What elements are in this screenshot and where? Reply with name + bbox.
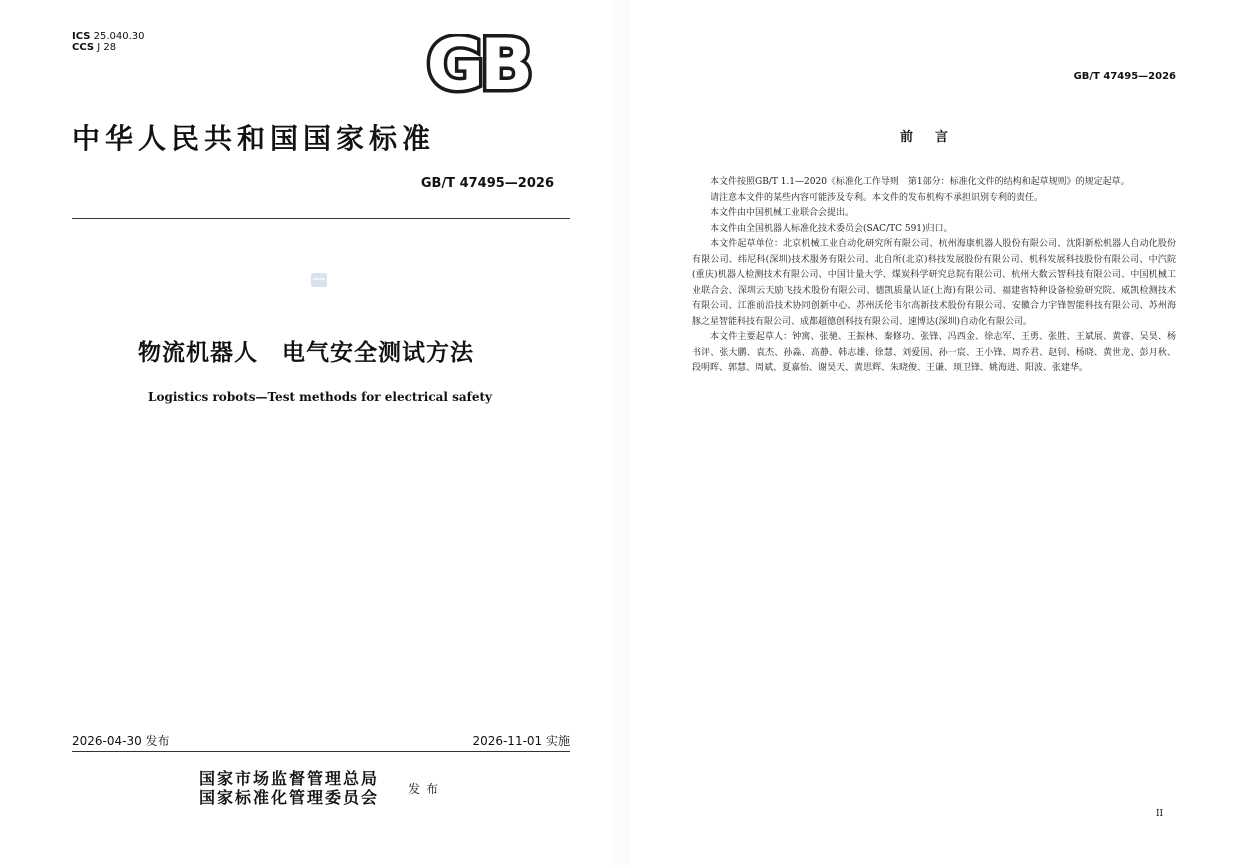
page-gutter	[612, 0, 630, 865]
foreword-body	[692, 175, 1176, 377]
gb-logo-text: GB	[426, 34, 530, 94]
publish-action: 发布	[408, 782, 445, 796]
foreword-paragraph: 本文件主要起草人：钟寓、张驰、王振林、秦修功、张锋、冯西金、徐志军、王勇、张胜、王斌展、黄睿、吴昊、杨书评、张大鹏、袁杰、孙淼、高静、韩志雄、徐慧、刘爱国、孙一宸、王小锋、周乔君、赵钊、杨晓、黄世龙、彭月秋、段明晖、郭慧、周斌、夏嘉怡、谢昊天、黄思辉、朱晓俊、王谦、顼卫锋、姚海进、阳波、张建华。	[692, 332, 1176, 373]
gb-logo-icon	[417, 34, 539, 94]
standard-number: GB/T 47495—2026	[420, 176, 554, 191]
top-divider	[72, 218, 570, 219]
foreword-paragraph: 本文件按照GB/T 1.1—2020《标准化工作导则 第1部分：标准化文件的结构和起草规则》的规定起草。	[710, 177, 1130, 187]
implementation-date: 2026-11-01 实施	[472, 734, 570, 748]
cover-page	[0, 0, 612, 865]
page-number: II	[1156, 809, 1164, 819]
ics-code: 25.040.30	[93, 31, 145, 42]
foreword-paragraph: 请注意本文件的某些内容可能涉及专利。本文件的发布机构不承担识别专利的责任。	[710, 192, 1044, 203]
cover-title: 中华人民共和国国家标准	[72, 122, 436, 155]
standard-name-en: Logistics robots—Test methods for electrical safety	[148, 390, 492, 404]
foreword-paragraph: 本文件起草单位：北京机械工业自动化研究所有限公司、杭州海康机器人股份有限公司、沈阳新松机器人自动化股份有限公司、纬尼科(深圳)技术服务有限公司、北自所(北京)科技发展股份有限公司、机科发展科技股份有限公司、中汽院(重庆)机器人检测技术有限公司、中国计量大学、煤炭科学研究总院有限公司、杭州大数云智科技有限公司、中国机械工业联合会、深圳云天励飞技术股份有限公司、德凯质量认证(上海)有限公司、福建省特种设备检验研究院、威凯检测技术有限公司、江淮前沿技术协同创新中心、苏州沃伦韦尔高新技术股份有限公司、安徽合力宇锋智能科技有限公司、苏州海豚之星智能科技有限公司、成都超德创科技有限公司、速博达(深圳)自动化有限公司。	[692, 239, 1176, 327]
bottom-divider	[72, 751, 570, 752]
foreword-paragraph: 本文件由中国机械工业联合会提出。	[710, 208, 855, 218]
page-header-number: GB/T 47495—2026	[1073, 71, 1176, 82]
watermark-icon	[311, 273, 327, 287]
ccs-label: CCS	[72, 42, 95, 53]
ics-label: ICS	[72, 31, 91, 42]
foreword-title: 前言	[900, 130, 971, 145]
publisher-samr: 国家市场监督管理总局	[199, 769, 380, 788]
ccs-code: J 28	[97, 42, 117, 53]
foreword-page	[630, 0, 1242, 865]
publishers	[199, 769, 379, 807]
publisher-sac: 国家标准化管理委员会	[199, 788, 380, 807]
classification-codes	[72, 31, 145, 53]
issue-date: 2026-04-30 发布	[72, 734, 170, 748]
foreword-paragraph: 本文件由全国机器人标准化技术委员会(SAC/TC 591)归口。	[710, 223, 953, 234]
standard-name-cn: 物流机器人 电气安全测试方法	[138, 340, 474, 366]
